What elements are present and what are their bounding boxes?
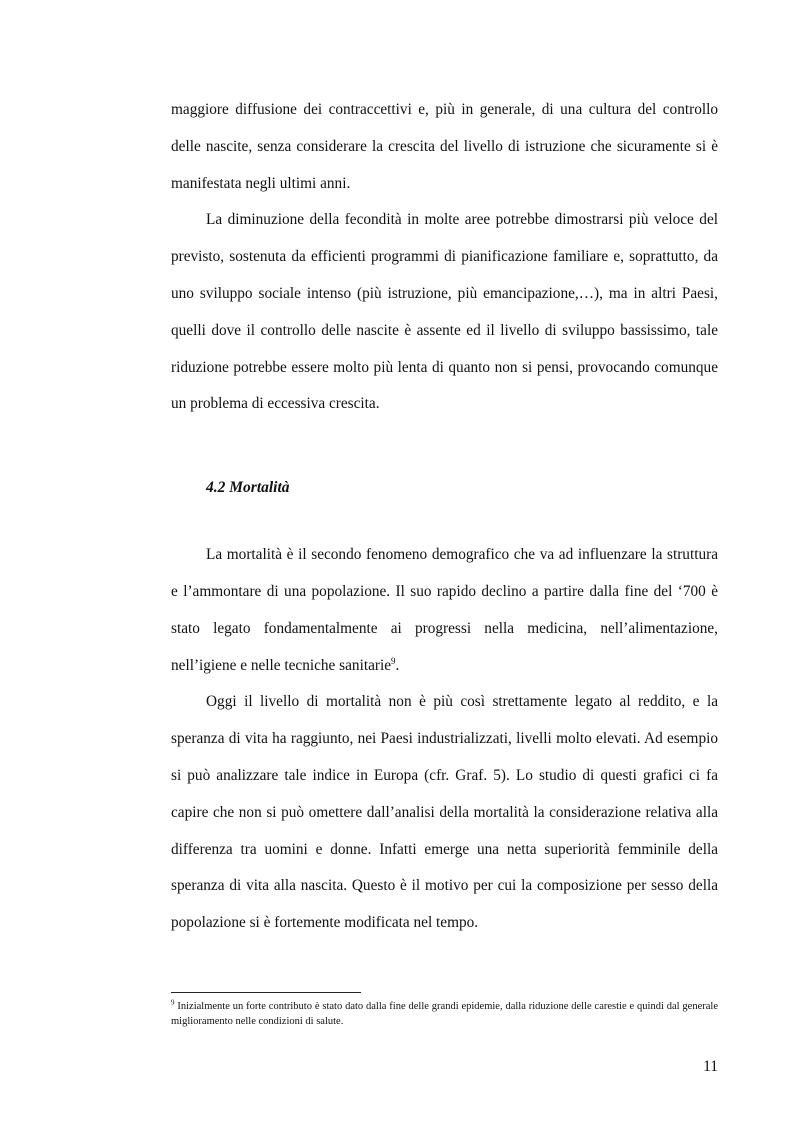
section-spacer (171, 506, 718, 537)
paragraph-2: La diminuzione della fecondità in molte aree potrebbe dimostrarsi più veloce del previsto, sostenuta da efficienti programmi di pianificazione familiare e, soprattutto, da uno sviluppo sociale intenso (più istruzione, più emancipazione,…), ma in altri Paesi, quelli dove il controllo delle nascite è assente ed il livello di sviluppo bassissimo, tale riduzione potrebbe essere molto più lenta di quanto non si pensi, provocando comunque un problema di eccessiva crescita. (171, 211, 718, 413)
footnote-number: 9 (171, 998, 175, 1007)
paragraph-3 (171, 537, 718, 684)
footnote (171, 999, 718, 1029)
section-heading: 4.2 Mortalità (206, 479, 290, 497)
footnote-divider (171, 992, 361, 993)
page-content (171, 92, 718, 942)
footnote-reference[interactable]: 9 (391, 655, 396, 666)
section-spacer (171, 423, 718, 454)
footnote-text: Inizialmente un forte contributo è stato dato dalla fine delle grandi epidemie, dalla riduzione delle carestie e quindi dal generale miglioramento nelle condizioni di salute. (171, 1001, 718, 1027)
page-number: 11 (703, 1058, 718, 1075)
paragraph-4: Oggi il livello di mortalità non è più così strettamente legato al reddito, e la speranza di vita ha raggiunto, nei Paesi industrializzati, livelli molto elevati. Ad esempio si può analizzare tale indice in Europa (cfr. Graf. 5). Lo studio di questi grafici ci fa capire che non si può omettere dall’analisi della mortalità la considerazione relativa alla differenza tra uomini e donne. Infatti emerge una netta superiorità femminile della speranza di vita alla nascita. Questo è il motivo per cui la composizione per sesso della popolazione si è fortemente modificata nel tempo. (171, 693, 718, 932)
paragraph-1: maggiore diffusione dei contraccettivi e, più in generale, di una cultura del controllo delle nascite, senza considerare la crescita del livello di istruzione che sicuramente si è manifestata negli ultimi anni. (171, 101, 718, 192)
paragraph-3-end: . (395, 656, 400, 674)
paragraph-3-text: La mortalità è il secondo fenomeno demografico che va ad influenzare la struttura e l’ammontare di una popolazione. Il suo rapido declino a partire dalla fine del ‘700 è stato legato fondamentalmente ai progressi nella medicina, nell’alimentazione, nell’igiene e nelle tecniche sanitarie (171, 546, 718, 674)
